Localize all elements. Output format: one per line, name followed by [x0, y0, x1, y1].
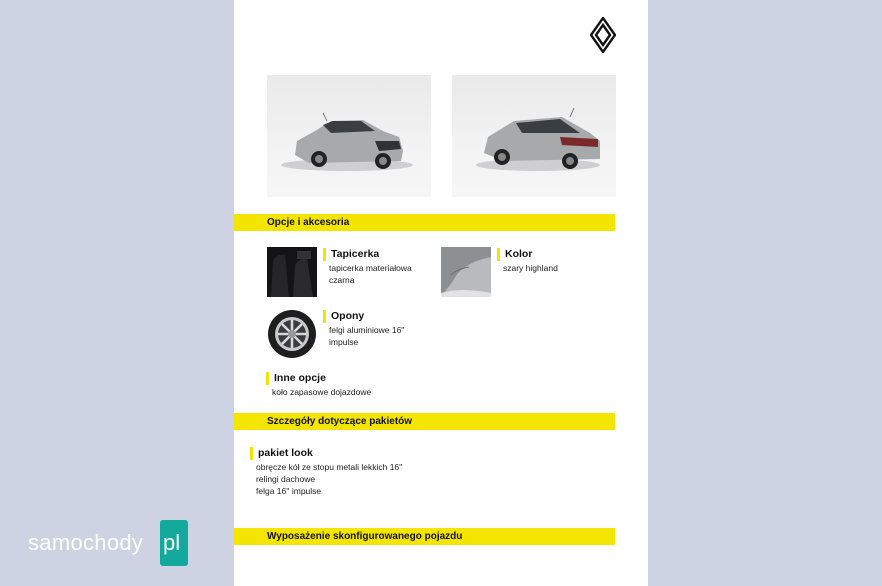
option-text-color	[503, 262, 558, 274]
package-line: relingi dachowe	[256, 474, 316, 484]
option-title-other: Inne opcje	[266, 372, 326, 385]
watermark-suffix: pl	[163, 530, 181, 555]
option-title-tires: Opony	[323, 310, 364, 323]
section-bar-options	[234, 214, 615, 231]
renault-logo-icon	[590, 17, 616, 53]
option-line: tapicerka materiałowa	[329, 263, 412, 273]
car-photo-front	[267, 75, 431, 197]
color-thumbnail	[441, 247, 491, 297]
option-line: szary highland	[503, 263, 558, 273]
option-text-upholstery	[329, 262, 412, 286]
option-text-other	[272, 386, 371, 398]
option-title-upholstery: Tapicerka	[323, 248, 379, 261]
package-text	[256, 461, 402, 497]
section-title: Szczegóły dotyczące pakietów	[267, 416, 413, 427]
section-title: Opcje i akcesoria	[267, 217, 350, 228]
wheel-thumbnail	[267, 309, 317, 359]
option-title-color: Kolor	[497, 248, 532, 261]
option-line: koło zapasowe dojazdowe	[272, 387, 372, 397]
section-bar-equipment	[234, 528, 615, 545]
watermark-text: samochody	[28, 530, 144, 555]
package-title: pakiet look	[250, 447, 313, 460]
option-line: felgi aluminiowe 16"	[329, 325, 405, 335]
watermark-badge	[160, 520, 188, 566]
option-line: czarna	[329, 275, 355, 285]
option-line: impulse	[329, 337, 359, 347]
car-photo-rear	[452, 75, 616, 197]
option-text-tires	[329, 324, 404, 348]
section-bar-packages	[234, 413, 615, 430]
section-title: Wyposażenie skonfigurowanego pojazdu	[267, 531, 463, 542]
package-line: obręcze kół ze stopu metali lekkich 16''	[256, 462, 403, 472]
package-line: felga 16'' impulse	[256, 486, 322, 496]
document-page	[234, 0, 648, 586]
upholstery-thumbnail	[267, 247, 317, 297]
